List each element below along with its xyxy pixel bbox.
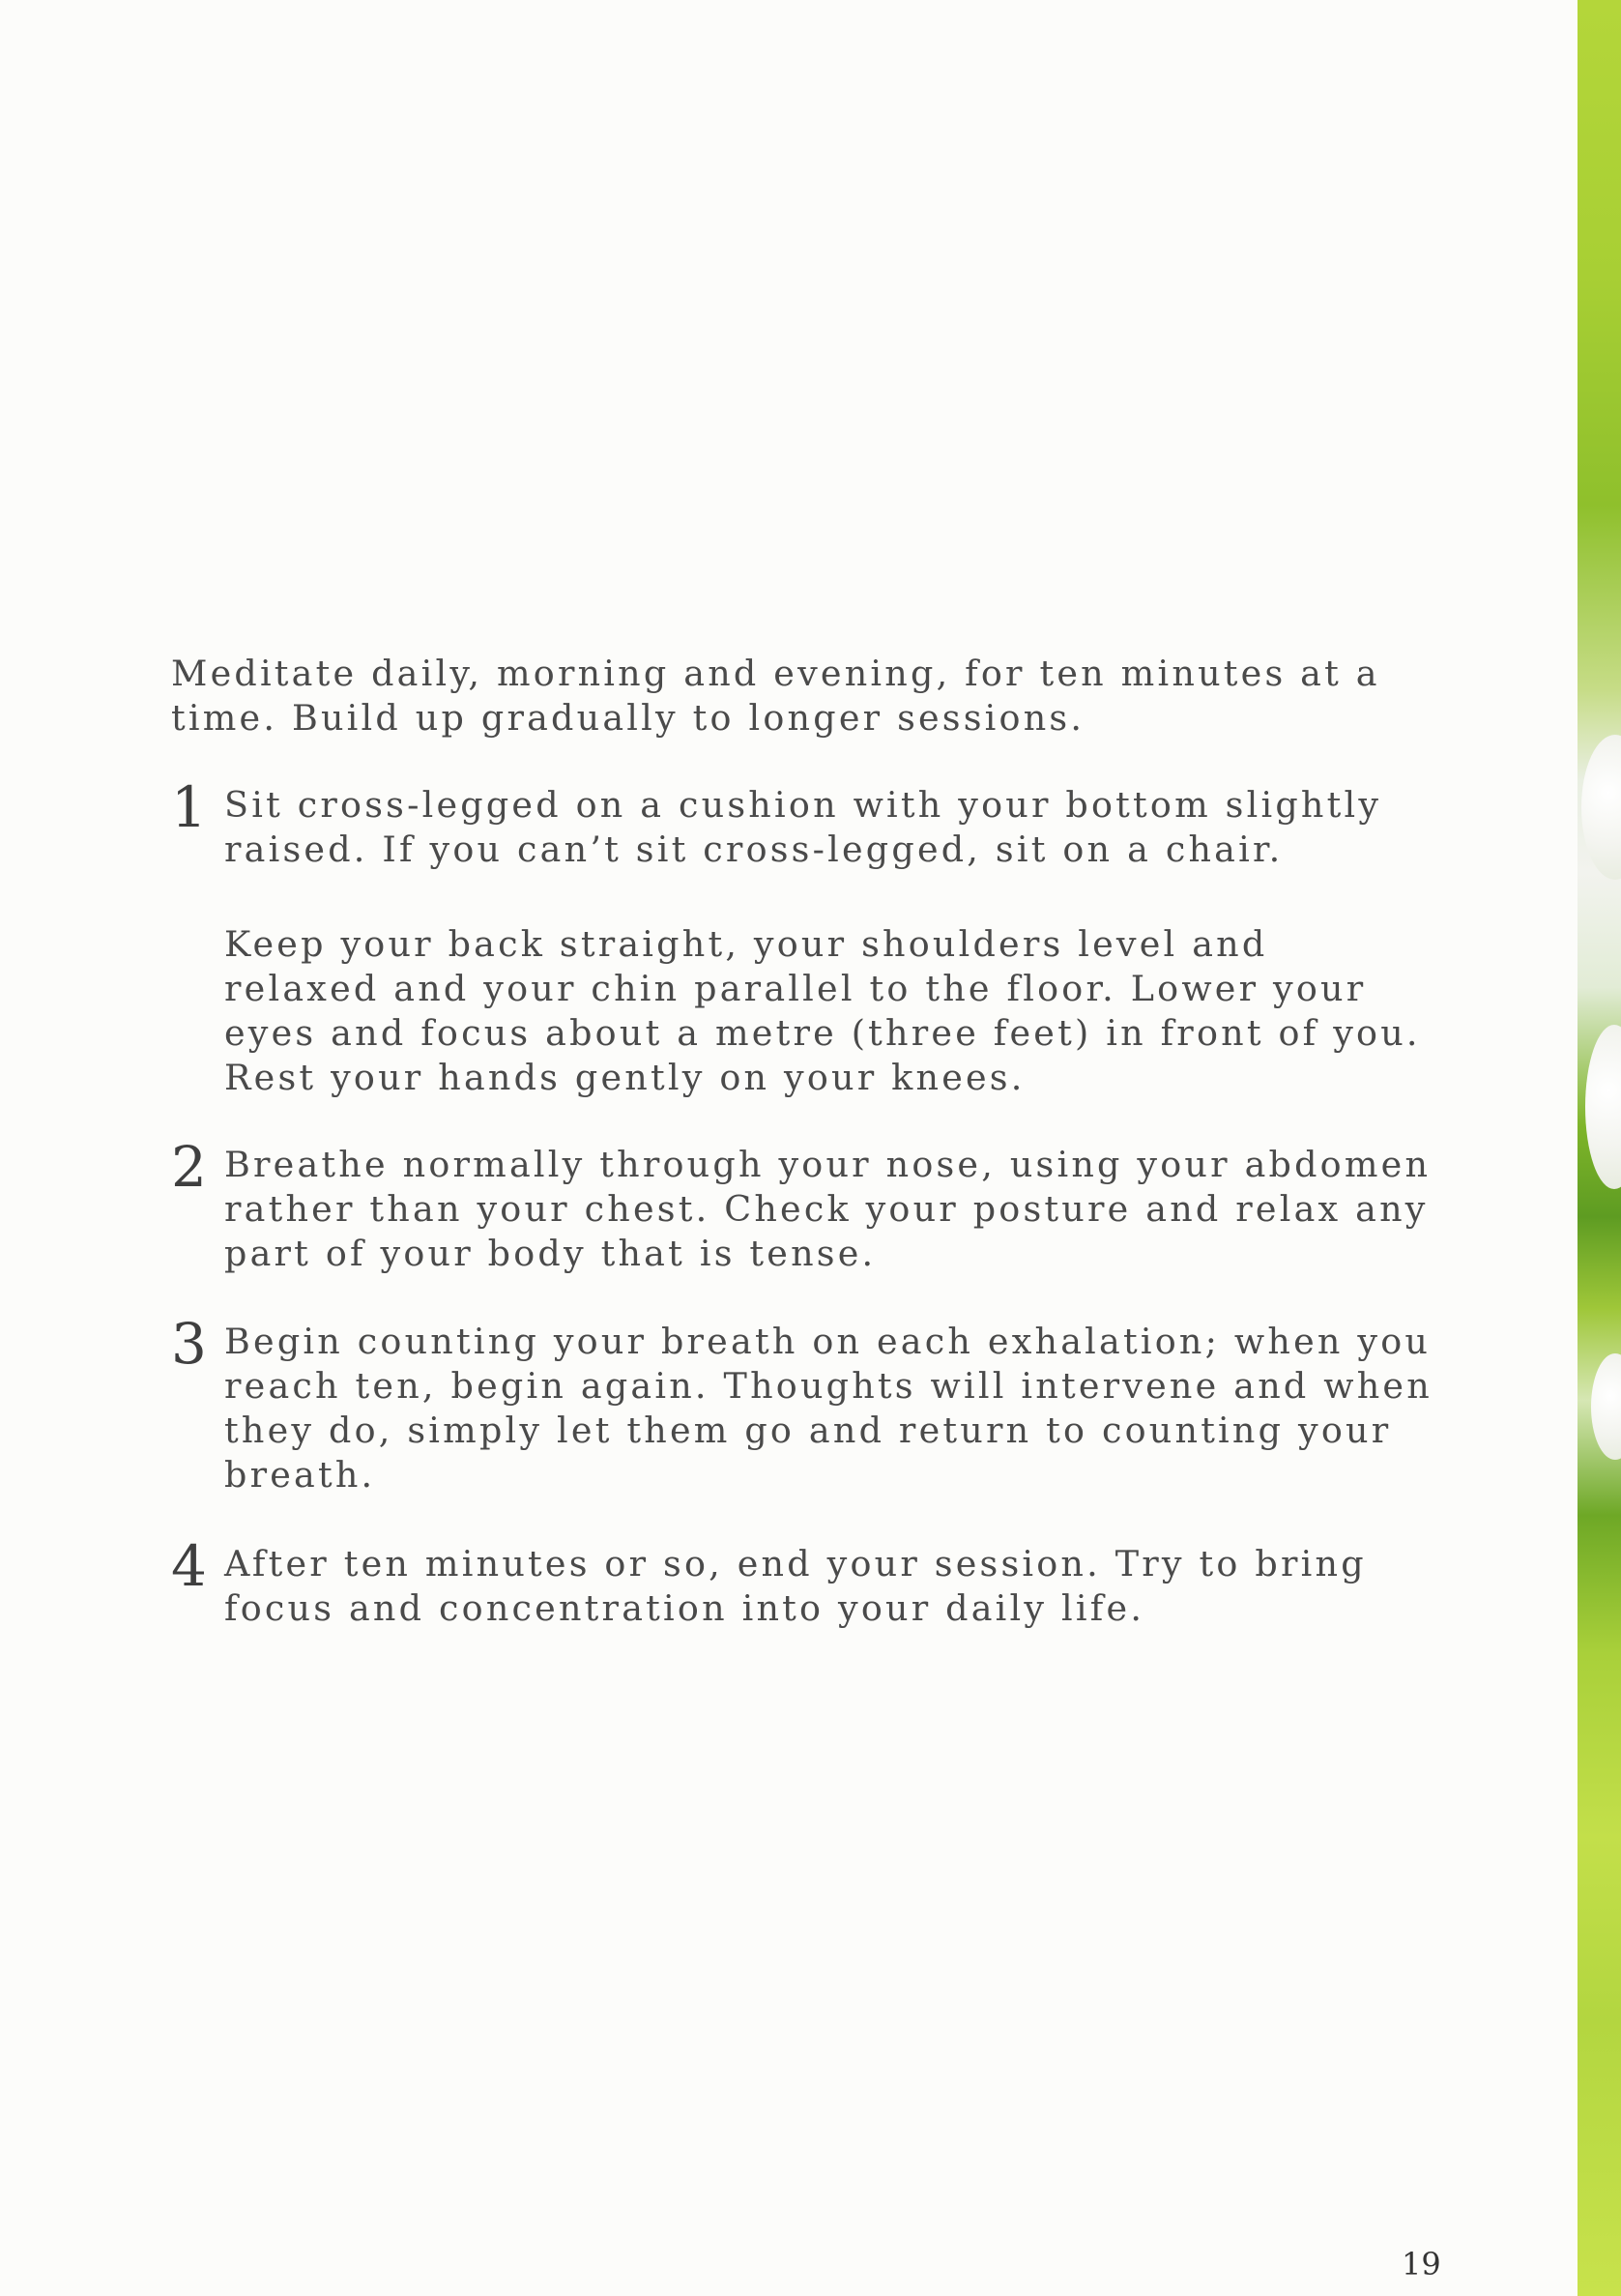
step-number: 3 bbox=[171, 1311, 207, 1377]
page-number: 19 bbox=[1402, 2246, 1441, 2282]
step-number: 4 bbox=[171, 1533, 207, 1599]
step-number: 2 bbox=[171, 1134, 207, 1200]
step-text: Breathe normally through your nose, using your abdomen rather than your chest. Check your posture and relax any part of your body that is tense. bbox=[224, 1144, 1432, 1274]
step-number: 1 bbox=[171, 774, 207, 840]
step-text: Sit cross-legged on a cushion with your bottom slightly raised. If you can’t sit cross-legged, sit on a chair. bbox=[224, 784, 1382, 870]
step-text: Begin counting your breath on each exhalation; when you reach ten, begin again. Thoughts will intervene and when they do, simply let them go and return to counting your breath. bbox=[224, 1321, 1433, 1496]
intro-paragraph: Meditate daily, morning and evening, for ten minutes at a time. Build up gradually to longer sessions. bbox=[171, 653, 1380, 739]
step-text: After ten minutes or so, end your session. Try to bring focus and concentration into your daily life. bbox=[224, 1543, 1367, 1629]
step-text-continued: Keep your back straight, your shoulders level and relaxed and your chin parallel to the floor. Lower your eyes and focus about a metre (three feet) in front of you. Rest your hands gently on your knees. bbox=[224, 923, 1421, 1098]
